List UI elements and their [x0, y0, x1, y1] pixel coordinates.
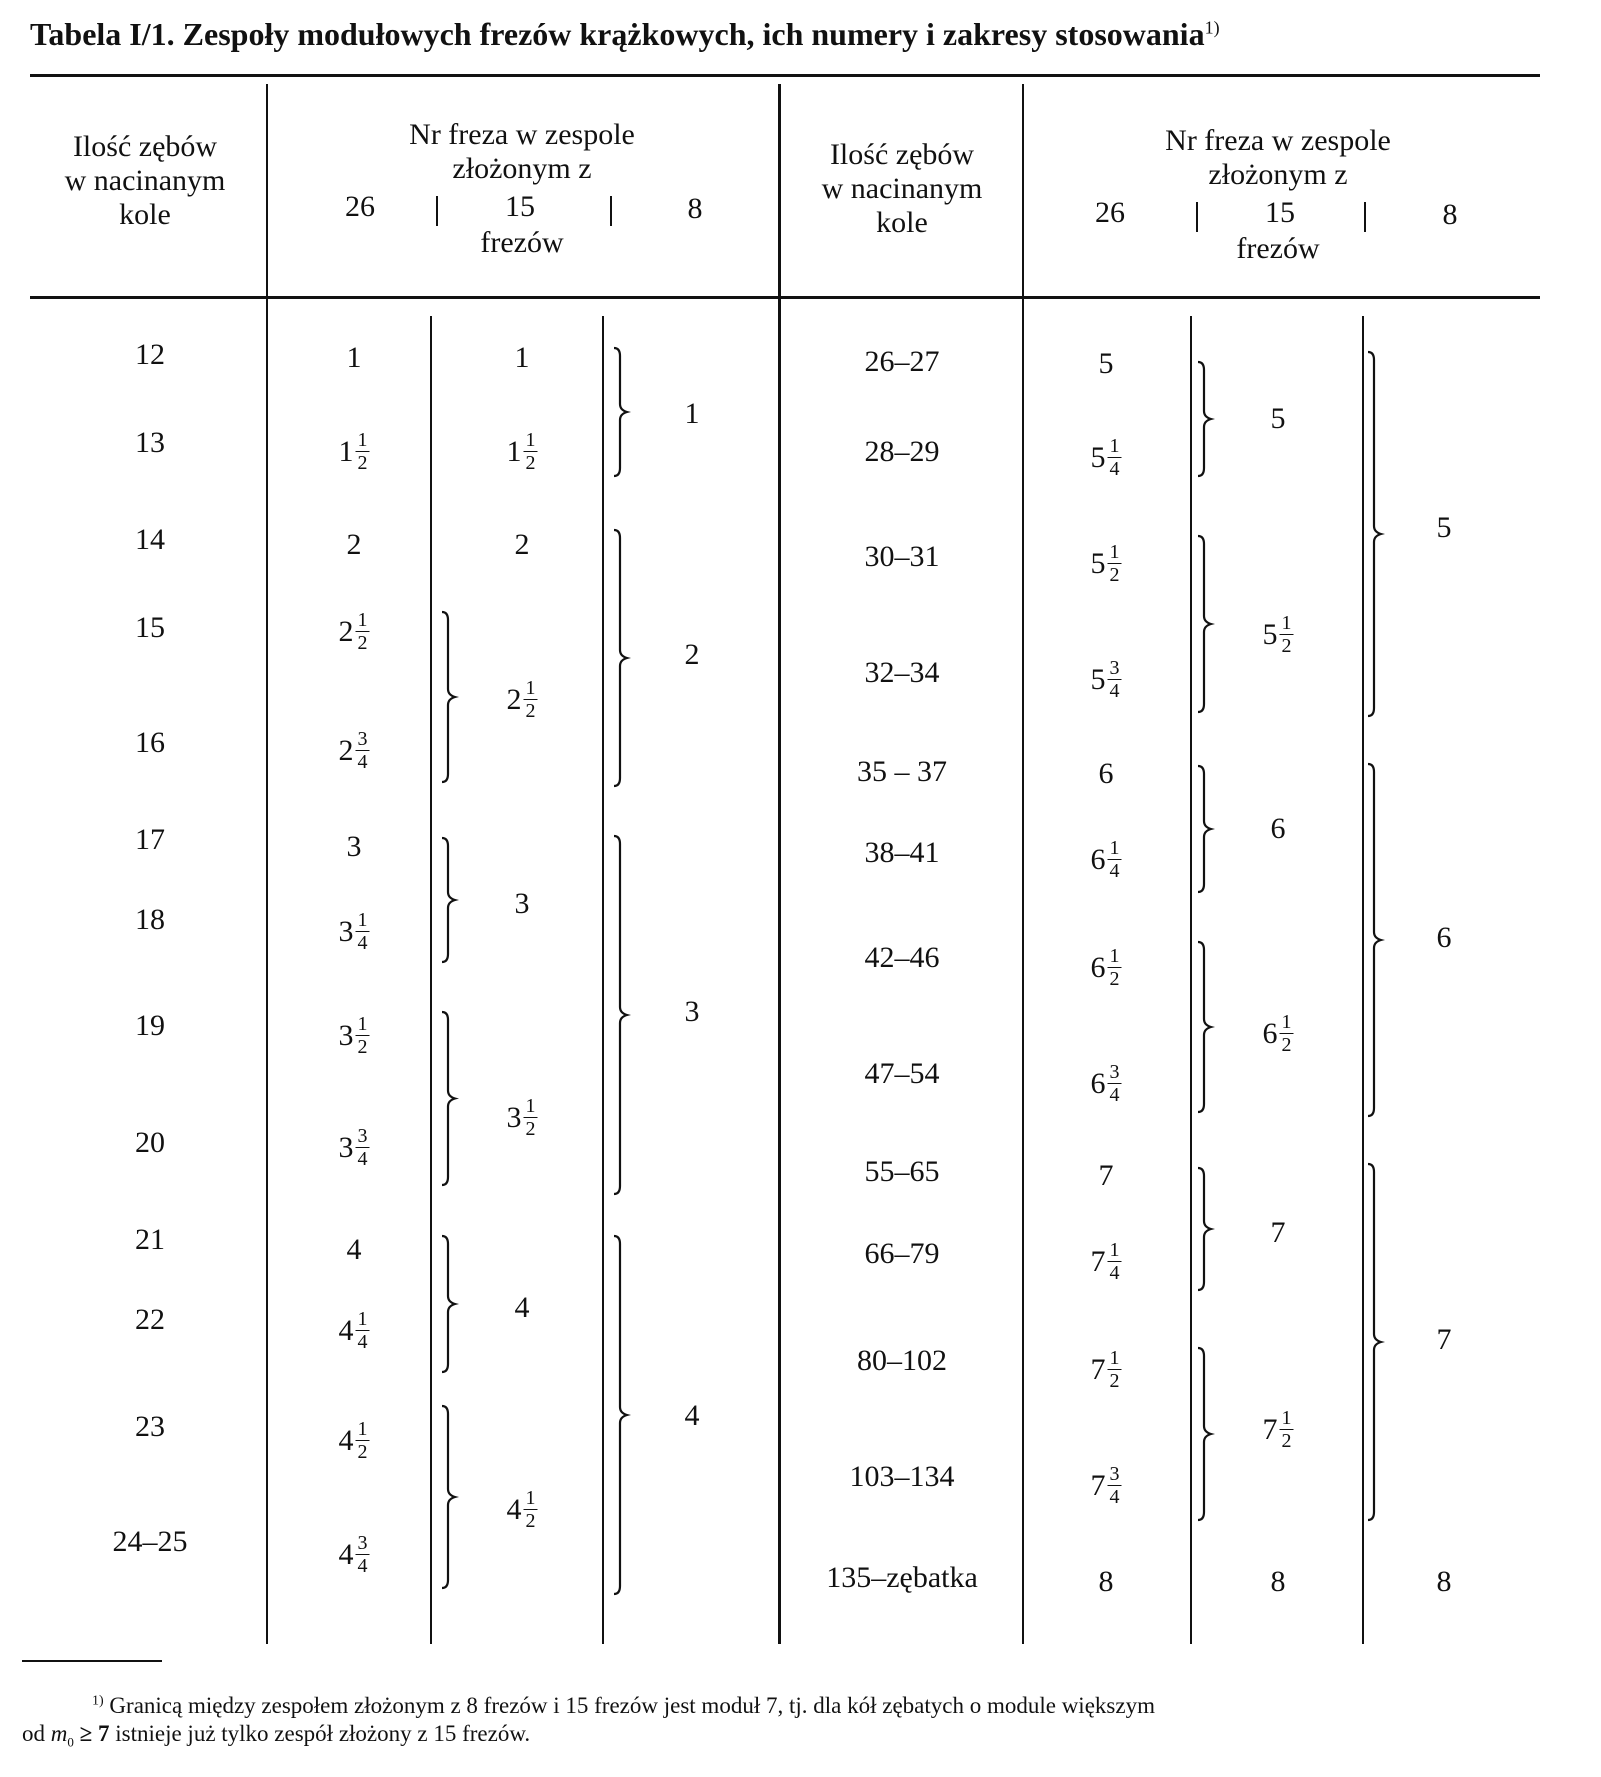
cutter-15-cell: 4	[514, 1291, 530, 1324]
right-brace-icon	[440, 1234, 462, 1374]
cutter-26-cell: 6 $\frac{1}{2}$	[1090, 945, 1120, 990]
cutter-15-cell: 5 $\frac{1}{2}$	[1262, 612, 1292, 657]
right-brace-icon	[1366, 1162, 1388, 1522]
cutter-8-cell: 3	[684, 995, 700, 1028]
right-brace-icon	[1196, 940, 1218, 1114]
cutter-8-cell: 1	[684, 397, 700, 430]
header-separator	[1196, 202, 1198, 232]
right-brace-icon	[1196, 534, 1218, 714]
header-rule	[30, 296, 1540, 299]
teeth-count-cell: 17	[135, 823, 165, 856]
cutter-26-cell: 3 $\frac{1}{2}$	[338, 1013, 368, 1058]
teeth-count-cell: 28–29	[864, 435, 940, 468]
teeth-count-cell: 15	[135, 611, 165, 644]
cutter-26-cell: 6 $\frac{1}{4}$	[1090, 837, 1120, 882]
teeth-count-cell: 13	[135, 426, 165, 459]
teeth-count-cell: 26–27	[864, 345, 940, 378]
cutter-8-cell: 6	[1436, 921, 1452, 954]
header-teeth-left: Ilość zębów w nacinanym kole	[64, 130, 226, 231]
cutter-26-cell: 3 $\frac{3}{4}$	[338, 1125, 368, 1170]
cutter-26-cell: 1 $\frac{1}{2}$	[338, 429, 368, 474]
cutter-26-cell: 3 $\frac{1}{4}$	[338, 909, 368, 954]
teeth-count-cell: 18	[135, 903, 165, 936]
footnote-line1: $^{1)}$ Granicą między zespołem złożonym z 8 frezów i 15 frezów jest moduł 7, tj. dla kół zębatych o module większym	[92, 1693, 1155, 1718]
header-frezow-right: frezów	[1236, 232, 1320, 265]
cutter-26-cell: 2 $\frac{1}{2}$	[338, 609, 368, 654]
col-rule-middle	[778, 84, 781, 1644]
right-brace-icon	[1196, 764, 1218, 894]
cutter-15-cell: 1 $\frac{1}{2}$	[506, 429, 536, 474]
cutter-26-cell: 2	[346, 528, 362, 561]
cutter-26-cell: 6 $\frac{3}{4}$	[1090, 1061, 1120, 1106]
header-separator	[1364, 202, 1366, 232]
teeth-count-cell: 35 – 37	[857, 755, 947, 788]
teeth-count-cell: 12	[135, 338, 165, 371]
right-brace-icon	[612, 1234, 634, 1596]
cutter-8-cell: 2	[684, 638, 700, 671]
header-nr-left: Nr freza w zespole złożonym z	[409, 118, 635, 185]
teeth-count-cell: 24–25	[112, 1525, 188, 1558]
header-col26-right: 26	[1095, 196, 1125, 229]
cutter-26-cell: 3	[346, 830, 362, 863]
teeth-count-cell: 42–46	[864, 941, 940, 974]
header-separator	[610, 196, 612, 226]
cutter-26-cell: 1	[346, 341, 362, 374]
cutter-26-cell: 7	[1098, 1159, 1114, 1192]
right-brace-icon	[440, 1010, 462, 1187]
teeth-count-cell: 103–134	[849, 1460, 955, 1493]
cutter-15-cell: 1	[514, 341, 530, 374]
cutter-26-cell: 5 $\frac{3}{4}$	[1090, 657, 1120, 702]
cutter-8-cell: 4	[684, 1399, 700, 1432]
col-rule-left-teeth	[266, 84, 268, 1644]
table-title: Tabela I/1. Zespoły modułowych frezów krążkowych, ich numery i zakresy stosowania$^{1)}$	[30, 16, 1220, 52]
cutter-15-cell: 2 $\frac{1}{2}$	[506, 677, 536, 722]
col-rule-left-15	[602, 316, 604, 1644]
right-brace-icon	[612, 346, 634, 478]
cutter-15-cell: 5	[1270, 402, 1286, 435]
cutter-26-cell: 5 $\frac{1}{4}$	[1090, 435, 1120, 480]
cutter-26-cell: 4 $\frac{3}{4}$	[338, 1532, 368, 1577]
header-nr-right: Nr freza w zespole złożonym z	[1165, 124, 1391, 191]
header-col26-left: 26	[345, 190, 375, 223]
teeth-count-cell: 23	[135, 1410, 165, 1443]
cutter-15-cell: 2	[514, 528, 530, 561]
cutter-26-cell: 5	[1098, 347, 1114, 380]
cutter-15-cell: 7 $\frac{1}{2}$	[1262, 1407, 1292, 1452]
teeth-count-cell: 30–31	[864, 540, 940, 573]
teeth-count-cell: 80–102	[857, 1344, 947, 1377]
cutter-26-cell: 8	[1098, 1565, 1114, 1598]
teeth-count-cell: 16	[135, 726, 165, 759]
right-brace-icon	[1366, 762, 1388, 1118]
right-brace-icon	[612, 528, 634, 788]
header-teeth-right: Ilość zębów w nacinanym kole	[821, 138, 983, 239]
cutter-8-cell: 7	[1436, 1323, 1452, 1356]
cutter-26-cell: 4	[346, 1233, 362, 1266]
cutter-26-cell: 7 $\frac{1}{2}$	[1090, 1347, 1120, 1392]
col-rule-right-26	[1190, 316, 1192, 1644]
teeth-count-cell: 14	[135, 523, 165, 556]
cutter-15-cell: 6 $\frac{1}{2}$	[1262, 1011, 1292, 1056]
header-col15-left: 15	[505, 190, 535, 223]
header-separator	[436, 196, 438, 226]
header-frezow-left: frezów	[480, 226, 564, 259]
col-rule-left-26	[430, 316, 432, 1644]
cutter-26-cell: 5 $\frac{1}{2}$	[1090, 541, 1120, 586]
col-rule-right-teeth	[1022, 84, 1024, 1644]
cutter-15-cell: 8	[1270, 1565, 1286, 1598]
cutter-26-cell: 7 $\frac{1}{4}$	[1090, 1239, 1120, 1284]
teeth-count-cell: 19	[135, 1009, 165, 1042]
teeth-count-cell: 20	[135, 1126, 165, 1159]
cutter-26-cell: 7 $\frac{3}{4}$	[1090, 1463, 1120, 1508]
right-brace-icon	[1196, 360, 1218, 478]
cutter-8-cell: 8	[1436, 1565, 1452, 1598]
col-rule-right-15	[1362, 316, 1364, 1644]
footnote-line2: od $m_0 \ge 7$ istnieje już tylko zespół złożony z 15 frezów.	[22, 1721, 531, 1750]
cutter-15-cell: 4 $\frac{1}{2}$	[506, 1487, 536, 1532]
teeth-count-cell: 135–zębatka	[826, 1561, 978, 1594]
cutter-26-cell: 4 $\frac{1}{2}$	[338, 1418, 368, 1463]
teeth-count-cell: 55–65	[864, 1155, 940, 1188]
right-brace-icon	[1196, 1346, 1218, 1522]
right-brace-icon	[440, 836, 462, 964]
right-brace-icon	[440, 610, 462, 784]
teeth-count-cell: 66–79	[864, 1237, 940, 1270]
cutter-26-cell: 2 $\frac{3}{4}$	[338, 728, 368, 773]
teeth-count-cell: 32–34	[864, 656, 940, 689]
cutter-15-cell: 3	[514, 887, 530, 920]
right-brace-icon	[1366, 350, 1388, 718]
teeth-count-cell: 47–54	[864, 1057, 940, 1090]
header-col15-right: 15	[1265, 196, 1295, 229]
teeth-count-cell: 38–41	[864, 836, 940, 869]
header-col8-right: 8	[1442, 198, 1458, 231]
teeth-count-cell: 22	[135, 1303, 165, 1336]
footnote-rule	[22, 1660, 162, 1662]
cutter-26-cell: 6	[1098, 757, 1114, 790]
cutter-15-cell: 6	[1270, 812, 1286, 845]
cutter-15-cell: 3 $\frac{1}{2}$	[506, 1095, 536, 1140]
header-col8-left: 8	[687, 192, 703, 225]
right-brace-icon	[1196, 1166, 1218, 1292]
cutter-26-cell: 4 $\frac{1}{4}$	[338, 1308, 368, 1353]
teeth-count-cell: 21	[135, 1223, 165, 1256]
cutter-8-cell: 5	[1436, 511, 1452, 544]
right-brace-icon	[612, 834, 634, 1196]
top-rule	[30, 74, 1540, 77]
right-brace-icon	[440, 1404, 462, 1590]
cutter-15-cell: 7	[1270, 1216, 1286, 1249]
